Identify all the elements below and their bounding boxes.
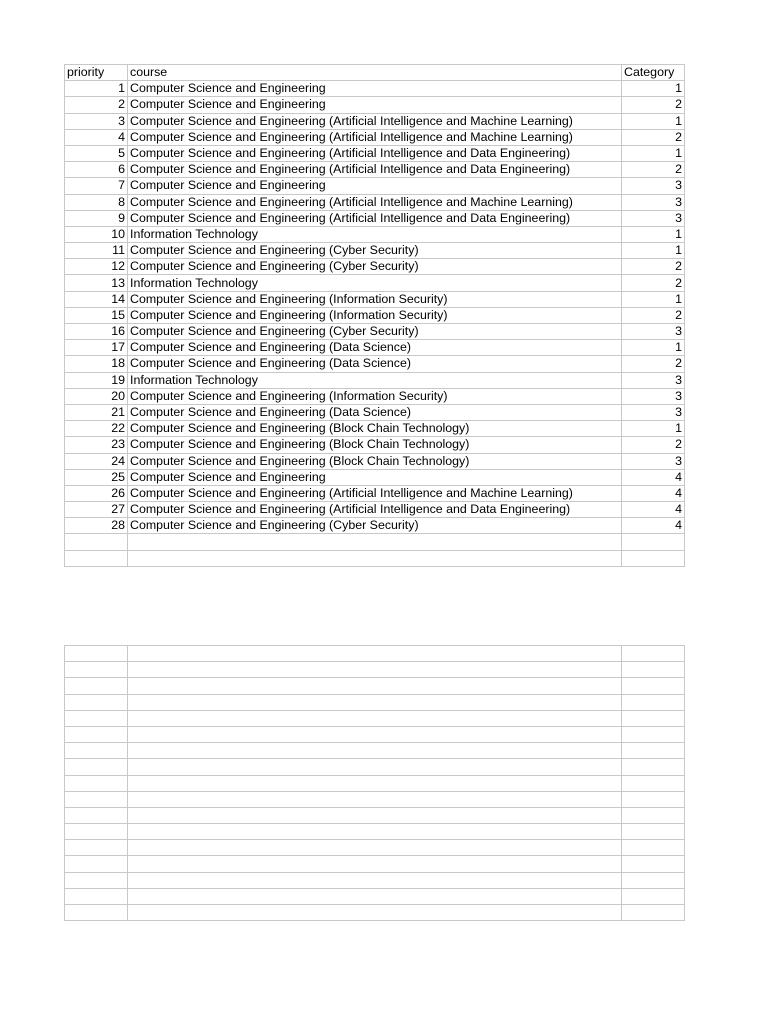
cell-category[interactable]: 3 bbox=[622, 178, 685, 194]
cell-course[interactable]: Computer Science and Engineering (Data Science) bbox=[128, 340, 622, 356]
header-category[interactable]: Category bbox=[622, 65, 685, 81]
table-row bbox=[65, 129, 685, 145]
empty-cell[interactable] bbox=[128, 840, 622, 856]
empty-cell[interactable] bbox=[622, 872, 685, 888]
cell-priority[interactable]: 7 bbox=[65, 178, 128, 194]
table-row bbox=[65, 307, 685, 323]
empty-row bbox=[65, 872, 685, 888]
table-row bbox=[65, 437, 685, 453]
cell-priority[interactable]: 8 bbox=[65, 194, 128, 210]
cell-priority[interactable]: 11 bbox=[65, 243, 128, 259]
cell-course[interactable]: Computer Science and Engineering (Data Science) bbox=[128, 356, 622, 372]
cell-course[interactable]: Computer Science and Engineering (Cyber Security) bbox=[128, 324, 622, 340]
cell-priority[interactable]: 2 bbox=[65, 97, 128, 113]
cell-priority[interactable]: 26 bbox=[65, 485, 128, 501]
table-row bbox=[65, 275, 685, 291]
empty-cell[interactable] bbox=[65, 678, 128, 694]
cell-course[interactable]: Computer Science and Engineering (Data Science) bbox=[128, 404, 622, 420]
cell-category[interactable]: 1 bbox=[622, 291, 685, 307]
header-priority[interactable]: priority bbox=[65, 65, 128, 81]
empty-row bbox=[65, 856, 685, 872]
table-row bbox=[65, 226, 685, 242]
empty-row bbox=[65, 662, 685, 678]
empty-cell[interactable] bbox=[622, 662, 685, 678]
empty-cell[interactable] bbox=[622, 646, 685, 662]
empty-cell[interactable] bbox=[65, 840, 128, 856]
empty-grid-body bbox=[65, 646, 685, 921]
empty-cell[interactable] bbox=[128, 646, 622, 662]
cell-course[interactable]: Computer Science and Engineering (Artificial Intelligence and Machine Learning) bbox=[128, 194, 622, 210]
cell-category[interactable]: 4 bbox=[622, 502, 685, 518]
empty-cell[interactable] bbox=[128, 710, 622, 726]
empty-cell[interactable] bbox=[65, 726, 128, 742]
empty-cell[interactable] bbox=[65, 662, 128, 678]
empty-cell[interactable] bbox=[622, 905, 685, 921]
table-row bbox=[65, 372, 685, 388]
empty-cell[interactable] bbox=[128, 872, 622, 888]
table-row bbox=[65, 113, 685, 129]
cell-priority[interactable]: 9 bbox=[65, 210, 128, 226]
empty-row bbox=[65, 678, 685, 694]
cell-category[interactable]: 2 bbox=[622, 437, 685, 453]
cell-course[interactable]: Information Technology bbox=[128, 226, 622, 242]
cell-priority[interactable]: 12 bbox=[65, 259, 128, 275]
cell-priority[interactable]: 13 bbox=[65, 275, 128, 291]
cell-course[interactable]: Computer Science and Engineering (Block Chain Technology) bbox=[128, 437, 622, 453]
cell-priority[interactable]: 27 bbox=[65, 502, 128, 518]
table-row bbox=[65, 453, 685, 469]
empty-cell[interactable] bbox=[622, 534, 685, 550]
table-row bbox=[65, 388, 685, 404]
cell-priority[interactable]: 24 bbox=[65, 453, 128, 469]
empty-cell[interactable] bbox=[128, 678, 622, 694]
table-row bbox=[65, 162, 685, 178]
empty-cell[interactable] bbox=[622, 791, 685, 807]
cell-priority[interactable]: 18 bbox=[65, 356, 128, 372]
empty-cell[interactable] bbox=[65, 856, 128, 872]
empty-cell[interactable] bbox=[622, 550, 685, 566]
cell-category[interactable]: 4 bbox=[622, 469, 685, 485]
empty-cell[interactable] bbox=[65, 775, 128, 791]
table-row bbox=[65, 324, 685, 340]
cell-priority[interactable]: 28 bbox=[65, 518, 128, 534]
empty-row bbox=[65, 710, 685, 726]
empty-cell[interactable] bbox=[128, 807, 622, 823]
cell-category[interactable]: 2 bbox=[622, 129, 685, 145]
cell-category[interactable]: 1 bbox=[622, 243, 685, 259]
empty-row bbox=[65, 905, 685, 921]
cell-category[interactable]: 3 bbox=[622, 210, 685, 226]
priority-table bbox=[64, 64, 685, 567]
cell-priority[interactable]: 6 bbox=[65, 162, 128, 178]
empty-cell[interactable] bbox=[128, 824, 622, 840]
cell-course[interactable]: Computer Science and Engineering (Artificial Intelligence and Machine Learning) bbox=[128, 113, 622, 129]
cell-priority[interactable]: 22 bbox=[65, 421, 128, 437]
cell-course[interactable]: Computer Science and Engineering bbox=[128, 469, 622, 485]
empty-cell[interactable] bbox=[622, 775, 685, 791]
cell-course[interactable]: Computer Science and Engineering bbox=[128, 178, 622, 194]
cell-course[interactable]: Computer Science and Engineering (Information Security) bbox=[128, 307, 622, 323]
cell-course[interactable]: Computer Science and Engineering (Artificial Intelligence and Data Engineering) bbox=[128, 162, 622, 178]
cell-course[interactable]: Computer Science and Engineering (Cyber Security) bbox=[128, 518, 622, 534]
cell-priority[interactable]: 3 bbox=[65, 113, 128, 129]
empty-cell[interactable] bbox=[622, 759, 685, 775]
cell-course[interactable]: Computer Science and Engineering (Block Chain Technology) bbox=[128, 453, 622, 469]
empty-row bbox=[65, 726, 685, 742]
cell-priority[interactable]: 5 bbox=[65, 145, 128, 161]
empty-cell[interactable] bbox=[622, 856, 685, 872]
empty-cell[interactable] bbox=[128, 743, 622, 759]
cell-priority[interactable]: 4 bbox=[65, 129, 128, 145]
empty-row bbox=[65, 775, 685, 791]
cell-priority[interactable]: 14 bbox=[65, 291, 128, 307]
cell-priority[interactable]: 19 bbox=[65, 372, 128, 388]
empty-cell[interactable] bbox=[128, 905, 622, 921]
table-row bbox=[65, 194, 685, 210]
cell-category[interactable]: 2 bbox=[622, 162, 685, 178]
empty-cell[interactable] bbox=[128, 662, 622, 678]
empty-cell[interactable] bbox=[65, 534, 128, 550]
table-row bbox=[65, 178, 685, 194]
cell-priority[interactable]: 1 bbox=[65, 81, 128, 97]
table-row bbox=[65, 243, 685, 259]
empty-row bbox=[65, 759, 685, 775]
empty-cell[interactable] bbox=[65, 905, 128, 921]
table-row bbox=[65, 502, 685, 518]
table-row bbox=[65, 259, 685, 275]
cell-course[interactable]: Computer Science and Engineering bbox=[128, 81, 622, 97]
table-row bbox=[65, 145, 685, 161]
cell-course[interactable]: Information Technology bbox=[128, 372, 622, 388]
cell-category[interactable]: 2 bbox=[622, 97, 685, 113]
empty-cell[interactable] bbox=[65, 791, 128, 807]
cell-category[interactable]: 2 bbox=[622, 275, 685, 291]
empty-cell[interactable] bbox=[622, 840, 685, 856]
empty-cell[interactable] bbox=[622, 743, 685, 759]
cell-priority[interactable]: 15 bbox=[65, 307, 128, 323]
empty-cell[interactable] bbox=[128, 791, 622, 807]
table-row bbox=[65, 485, 685, 501]
cell-category[interactable]: 4 bbox=[622, 518, 685, 534]
cell-course[interactable]: Computer Science and Engineering (Artificial Intelligence and Data Engineering) bbox=[128, 502, 622, 518]
cell-category[interactable]: 3 bbox=[622, 324, 685, 340]
cell-priority[interactable]: 21 bbox=[65, 404, 128, 420]
cell-category[interactable]: 3 bbox=[622, 453, 685, 469]
table-row bbox=[65, 404, 685, 420]
cell-category[interactable]: 1 bbox=[622, 226, 685, 242]
empty-row bbox=[65, 888, 685, 904]
cell-category[interactable]: 1 bbox=[622, 145, 685, 161]
empty-cell[interactable] bbox=[622, 694, 685, 710]
cell-priority[interactable]: 20 bbox=[65, 388, 128, 404]
cell-course[interactable]: Computer Science and Engineering (Cyber Security) bbox=[128, 259, 622, 275]
empty-cell[interactable] bbox=[622, 888, 685, 904]
table-row bbox=[65, 81, 685, 97]
empty-cell[interactable] bbox=[622, 824, 685, 840]
empty-row bbox=[65, 743, 685, 759]
empty-cell[interactable] bbox=[65, 824, 128, 840]
empty-cell[interactable] bbox=[622, 807, 685, 823]
cell-category[interactable]: 3 bbox=[622, 194, 685, 210]
table-row bbox=[65, 356, 685, 372]
table-row bbox=[65, 291, 685, 307]
cell-category[interactable]: 3 bbox=[622, 388, 685, 404]
cell-course[interactable]: Computer Science and Engineering (Artificial Intelligence and Machine Learning) bbox=[128, 129, 622, 145]
table-row bbox=[65, 421, 685, 437]
cell-priority[interactable]: 25 bbox=[65, 469, 128, 485]
cell-category[interactable]: 2 bbox=[622, 356, 685, 372]
empty-row bbox=[65, 534, 685, 550]
cell-category[interactable]: 1 bbox=[622, 81, 685, 97]
empty-cell[interactable] bbox=[65, 872, 128, 888]
empty-row bbox=[65, 791, 685, 807]
cell-course[interactable]: Computer Science and Engineering (Artificial Intelligence and Machine Learning) bbox=[128, 485, 622, 501]
empty-cell[interactable] bbox=[128, 759, 622, 775]
cell-course[interactable]: Computer Science and Engineering (Information Security) bbox=[128, 291, 622, 307]
empty-cell[interactable] bbox=[65, 888, 128, 904]
table-row bbox=[65, 210, 685, 226]
empty-cell[interactable] bbox=[128, 726, 622, 742]
empty-row bbox=[65, 694, 685, 710]
cell-priority[interactable]: 16 bbox=[65, 324, 128, 340]
empty-cell[interactable] bbox=[622, 726, 685, 742]
cell-category[interactable]: 1 bbox=[622, 340, 685, 356]
empty-cell[interactable] bbox=[128, 694, 622, 710]
cell-category[interactable]: 1 bbox=[622, 113, 685, 129]
cell-course[interactable]: Computer Science and Engineering (Artificial Intelligence and Data Engineering) bbox=[128, 145, 622, 161]
empty-cell[interactable] bbox=[65, 694, 128, 710]
header-row bbox=[65, 65, 685, 81]
cell-category[interactable]: 3 bbox=[622, 404, 685, 420]
empty-cell[interactable] bbox=[128, 856, 622, 872]
empty-cell[interactable] bbox=[65, 710, 128, 726]
empty-cell[interactable] bbox=[65, 759, 128, 775]
cell-category[interactable]: 2 bbox=[622, 259, 685, 275]
empty-row bbox=[65, 824, 685, 840]
empty-cell[interactable] bbox=[65, 646, 128, 662]
cell-category[interactable]: 1 bbox=[622, 421, 685, 437]
table-row bbox=[65, 340, 685, 356]
empty-cell[interactable] bbox=[128, 888, 622, 904]
cell-priority[interactable]: 17 bbox=[65, 340, 128, 356]
empty-cell[interactable] bbox=[128, 775, 622, 791]
empty-cell[interactable] bbox=[622, 678, 685, 694]
cell-priority[interactable]: 10 bbox=[65, 226, 128, 242]
cell-category[interactable]: 2 bbox=[622, 307, 685, 323]
cell-priority[interactable]: 23 bbox=[65, 437, 128, 453]
header-course[interactable]: course bbox=[128, 65, 622, 81]
empty-cell[interactable] bbox=[65, 743, 128, 759]
cell-course[interactable]: Information Technology bbox=[128, 275, 622, 291]
empty-cell[interactable] bbox=[622, 710, 685, 726]
cell-course[interactable]: Computer Science and Engineering (Artificial Intelligence and Data Engineering) bbox=[128, 210, 622, 226]
empty-row bbox=[65, 840, 685, 856]
table-row bbox=[65, 97, 685, 113]
cell-course[interactable]: Computer Science and Engineering (Cyber Security) bbox=[128, 243, 622, 259]
priority-table-body bbox=[65, 65, 685, 567]
empty-cell[interactable] bbox=[128, 534, 622, 550]
table-row bbox=[65, 469, 685, 485]
empty-row bbox=[65, 646, 685, 662]
empty-row bbox=[65, 807, 685, 823]
empty-cell[interactable] bbox=[65, 550, 128, 566]
empty-cell[interactable] bbox=[65, 807, 128, 823]
cell-course[interactable]: Computer Science and Engineering (Block Chain Technology) bbox=[128, 421, 622, 437]
cell-course[interactable]: Computer Science and Engineering bbox=[128, 97, 622, 113]
cell-course[interactable]: Computer Science and Engineering (Information Security) bbox=[128, 388, 622, 404]
table-row bbox=[65, 518, 685, 534]
empty-row bbox=[65, 550, 685, 566]
empty-grid bbox=[64, 645, 685, 921]
cell-category[interactable]: 3 bbox=[622, 372, 685, 388]
cell-category[interactable]: 4 bbox=[622, 485, 685, 501]
empty-cell[interactable] bbox=[128, 550, 622, 566]
